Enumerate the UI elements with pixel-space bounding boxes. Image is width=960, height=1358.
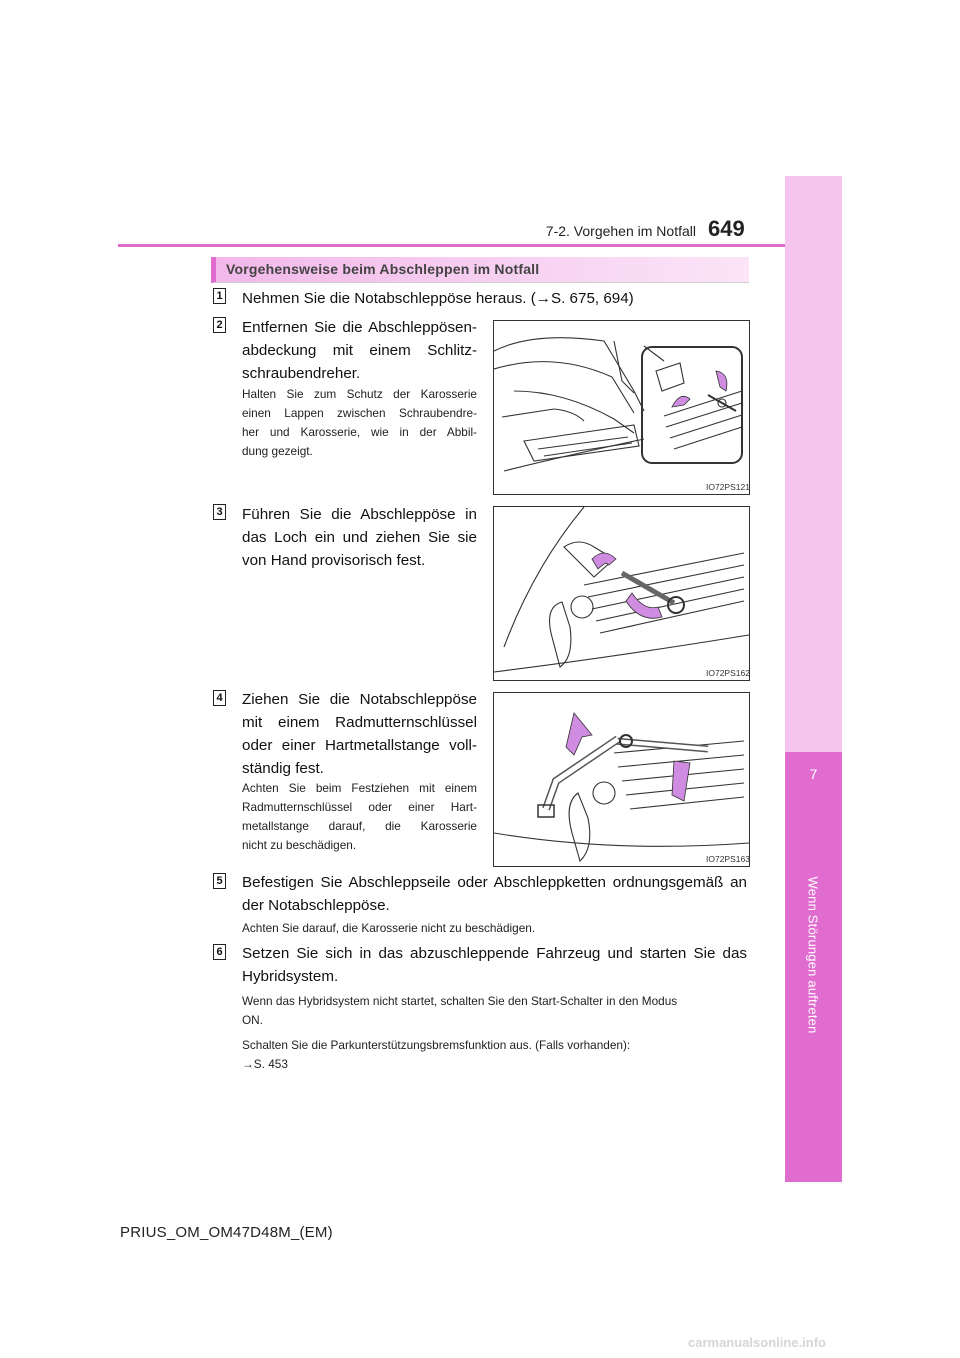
chapter-number: 7: [809, 766, 818, 782]
car-front-cover-illustration: [494, 321, 749, 494]
step-1-text: Nehmen Sie die Notabschleppöse heraus. (→S. 675, 694): [242, 290, 634, 307]
step-4-note: Achten Sie beim Festziehen mit einem Radmutternschlüssel oder einer Hart- metallstange darauf, die Karosserie nicht zu beschädigen.: [242, 781, 477, 852]
step-4-text: Ziehen Sie die Notabschleppöse mit einem Radmutternschlüssel oder einer Hartmetallstange voll- ständig fest.: [242, 691, 477, 777]
arrow-icon: [626, 593, 662, 618]
figure-code: IO72PS163: [706, 854, 750, 864]
step-2-text: Entfernen Sie die Abschleppösen- abdeckung mit einem Schlitz- schraubendreher.: [242, 319, 477, 382]
page-number: 649: [708, 216, 745, 241]
step-5-note: Achten Sie darauf, die Karosserie nicht zu beschädigen.: [242, 921, 536, 935]
step-6-text: Setzen Sie sich in das abzuschleppende Fahrzeug und starten Sie das Hybridsystem.: [242, 945, 747, 985]
header-rule: [118, 244, 785, 247]
step-number-6: 6: [213, 944, 226, 960]
step-number-1: 1: [213, 288, 226, 304]
step-2-note: Halten Sie zum Schutz der Karosserie einen Lappen zwischen Schraubendre- her und Karosserie, wie in der Abbil- dung gezeigt.: [242, 387, 477, 458]
arrow-icon: [716, 371, 727, 391]
step-number-4: 4: [213, 690, 226, 706]
step-number-5: 5: [213, 873, 226, 889]
figure-insert-eyelet: [493, 506, 750, 681]
figure-code: IO72PS121: [706, 482, 750, 492]
eyelet-insert-illustration: [494, 507, 749, 680]
arrow-icon: [592, 553, 616, 569]
footer-doc-id: PRIUS_OM_OM47D48M_(EM): [120, 1224, 333, 1241]
arrow-icon: [672, 761, 690, 801]
arrow-icon: [672, 396, 690, 407]
step-number-2: 2: [213, 317, 226, 333]
section-heading: [211, 257, 749, 283]
figure-remove-cover: [493, 320, 750, 495]
watermark: carmanualsonline.info: [688, 1335, 826, 1350]
figure-tighten-eyelet: [493, 692, 750, 867]
step-6-note: Wenn das Hybridsystem nicht startet, schalten Sie den Start-Schalter in den Modus ON. Schalten Sie die Parkunterstützungsbremsfunktion aus. (Falls vorhanden): →S. 453: [242, 994, 678, 1071]
step-number-3: 3: [213, 504, 226, 520]
step-3-text: Führen Sie die Abschleppöse in das Loch ein und ziehen Sie sie von Hand provisorisch fest.: [242, 506, 477, 569]
step-5-text: Befestigen Sie Abschleppseile oder Abschleppketten ordnungsgemäß an der Notabschleppöse.: [242, 874, 747, 914]
chapter-title: Wenn Störungen auftreten: [805, 876, 821, 1034]
figure-code: IO72PS162: [706, 668, 750, 678]
arrow-icon: [566, 713, 592, 755]
header-section-title: 7-2. Vorgehen im Notfall: [545, 223, 696, 239]
section-heading-text: Vorgehensweise beim Abschleppen im Notfall: [226, 261, 540, 277]
eyelet-tighten-illustration: [494, 693, 749, 866]
